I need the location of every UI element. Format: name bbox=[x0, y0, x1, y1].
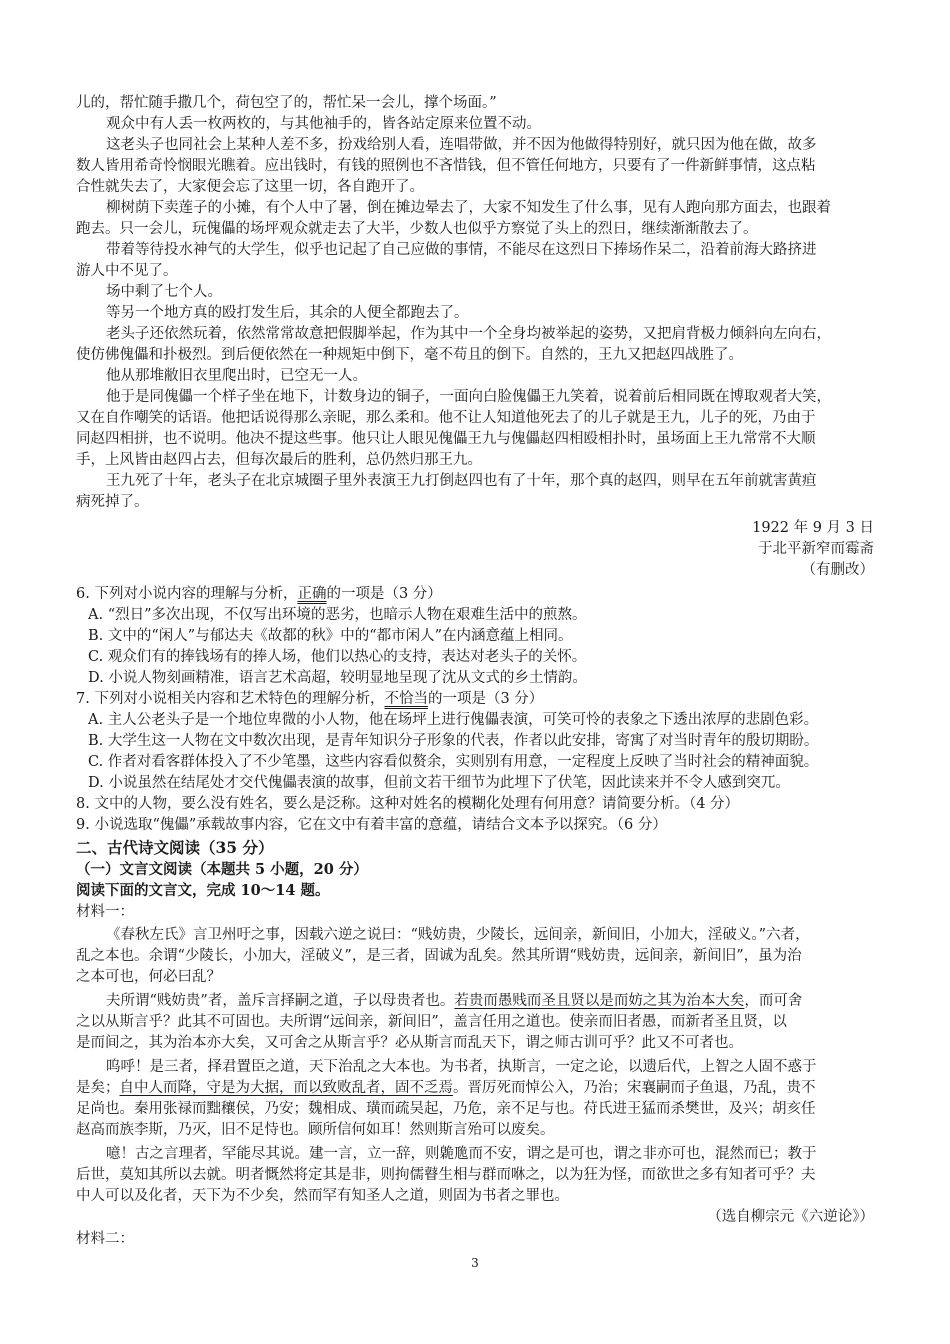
story-line: 场中剩了七个人。 bbox=[106, 284, 222, 300]
section-title: 二、古代诗文阅读（35 分） bbox=[76, 838, 274, 857]
question-6-option-c: C. 观众们有的捧钱场有的捧人场，他们以热心的支持，表达对老头子的关怀。 bbox=[88, 649, 587, 665]
story-line: 等另一个地方真的殴打发生后，其余的人便全都跑去了。 bbox=[106, 305, 469, 321]
classical-text-line: 足尚也。秦用张禄而黜穰侯，乃安；魏相成、璜而疏吴起，乃危，亲不足与也。苻氏进王猛而杀樊世，及兴；胡亥任 bbox=[76, 1101, 816, 1117]
underlined-sentence: 若贵而愚贱而圣且贤以是而妨之其为治本大矣 bbox=[454, 993, 745, 1009]
question-6-option-d: D. 小说人物刻画精准，语言艺术高超，较明显地呈现了沈从文式的乡土情韵。 bbox=[88, 670, 587, 686]
question-7-option-d: D. 小说虽然在结尾处才交代傀儡表演的故事，但前文若干细节为此埋下了伏笔，因此读来并不令人感到突兀。 bbox=[88, 775, 790, 791]
question-7-option-c: C. 作者对看客群体投入了不少笔墨，这些内容看似赘余，实则别有用意，一定程度上反映了当时社会的精神面貌。 bbox=[88, 754, 819, 770]
page-number: 3 bbox=[471, 1256, 479, 1270]
story-line: 柳树荫下卖莲子的小摊，有个人中了暑，倒在摊边晕去了，大家不知发生了什么事，见有人跑向那方面去，也跟着 bbox=[106, 200, 831, 216]
story-date: 1922 年 9 月 3 日 bbox=[752, 520, 874, 536]
classical-text-line: 是矣；自中人而降，守是为大据，而以致败乱者，固不乏焉。晋厉死而悼公入，乃治；宋襄嗣而子鱼退，乃乱，贵不 bbox=[76, 1080, 816, 1096]
question-6-stem: 6. 下列对小说内容的理解与分析，正确的一项是（3 分） bbox=[76, 586, 442, 602]
material-one-label: 材料一： bbox=[76, 904, 134, 920]
story-line: 病死掉了。 bbox=[76, 494, 149, 510]
question-7-stem: 7. 下列对小说相关内容和艺术特色的理解分析，不恰当的一项是（3 分） bbox=[76, 691, 544, 707]
question-7-option-a: A. 主人公老头子是一个地位卑微的小人物，他在场坪上进行傀儡表演，可笑可怜的表象之下透出浓厚的悲剧色彩。 bbox=[88, 712, 819, 728]
story-line: 合性就失去了，大家便会忘了这里一切，各自跑开了。 bbox=[76, 179, 424, 195]
story-place: 于北平新窄而霉斋 bbox=[758, 541, 874, 557]
classical-text-line: 《春秋左氏》言卫州吁之事，因载六逆之说曰：“贱妨贵，少陵长，远间亲，新间旧，小加大，淫破义。”六者， bbox=[106, 927, 810, 943]
question-9: 9. 小说选取“傀儡”承载故事内容，它在文中有着丰富的意蕴，请结合文本予以探究。（6 分） bbox=[76, 817, 667, 833]
story-note: （有删改） bbox=[801, 562, 874, 578]
story-line: 王九死了十年，老头子在北京城圈子里外表演王九打倒赵四也有了十年，那个真的赵四，则早在五年前就害黄疸 bbox=[106, 473, 817, 489]
classical-text-line: 之以从斯言乎？此其不可固也。夫所谓“远间亲，新间旧”，盖言任用之道也。使亲而旧者愚，而新者圣且贤，以 bbox=[76, 1014, 787, 1030]
question-6-option-a: A. “烈日”多次出现，不仅写出环境的恶劣，也暗示人物在艰难生活中的煎熬。 bbox=[88, 607, 587, 623]
question-6-option-b: B. 文中的“闲人”与郁达夫《故都的秋》中的“都市闲人”在内涵意蕴上相同。 bbox=[88, 628, 573, 644]
classical-text-line: 是而间之，其为治本亦大矣，又可舍之从斯言乎？必从斯言而乱天下，谓之师古训可乎？此又不可者也。 bbox=[76, 1035, 743, 1051]
story-line: 使仿佛傀儡和扑极烈。到后便依然在一种规矩中倒下，毫不苟且的倒下。自然的，王九又把赵四战胜了。 bbox=[76, 347, 743, 363]
classical-text-line: 呜呼！是三者，择君置臣之道，天下治乱之大本也。为书者，执斯言，一定之论，以遗后代，上智之人固不惑于 bbox=[106, 1059, 817, 1075]
classical-text-line: 中人可以及化者，天下为不少矣，然而罕有知圣人之道，则固为书者之罪也。 bbox=[76, 1188, 569, 1204]
story-line: 儿的，帮忙随手撒几个，荷包空了的，帮忙呆一会儿，撑个场面。” bbox=[76, 95, 497, 111]
classical-text-line: 之本可也，何必曰乱？ bbox=[76, 969, 221, 985]
text-source: （选自柳宗元《六逆论》） bbox=[707, 1209, 874, 1225]
story-line: 同赵四相拼，也不说明。他决不提这些事。他只让人眼见傀儡王九与傀儡赵四相殴相扑时，虽场面上王九常常不大顺 bbox=[76, 431, 816, 447]
question-7-option-b: B. 大学生这一人物在文中数次出现，是青年知识分子形象的代表，作者以此安排，寄寓了对当时青年的殷切期盼。 bbox=[88, 733, 819, 749]
story-line: 这老头子也同社会上某种人差不多，扮戏给别人看，连唱带做，并不因为他做得特别好，就只因为他在做，故多 bbox=[106, 137, 817, 153]
story-line: 他于是同傀儡一个样子坐在地下，计数身边的铜子，一面向白脸傀儡王九笑着，说着前后相同既在博取观者大笑， bbox=[106, 389, 831, 405]
underlined-sentence: 自中人而降，守是为大据，而以致败乱者，固不乏焉 bbox=[119, 1080, 453, 1096]
material-two-label: 材料二： bbox=[76, 1231, 134, 1247]
story-line: 带着等待投水神气的大学生，似乎也记起了自己应做的事情，不能尽在这烈日下捧场作呆二，沿着前海大路挤进 bbox=[106, 242, 817, 258]
classical-text-line: 乱之本也。余谓“少陵长，小加大，淫破义”，是三者，固诚为乱矣。然其所谓“贱妨贵，远间亲，新间旧”，虽为治 bbox=[76, 948, 802, 964]
story-line: 老头子还依然玩着，依然常常故意把假脚举起，作为其中一个全身均被举起的姿势，又把肩背极力倾斜向左向右， bbox=[106, 326, 831, 342]
story-line: 游人中不见了。 bbox=[76, 263, 178, 279]
classical-text-line: 夫所谓“贱妨贵”者，盖斥言择嗣之道，子以母贵者也。若贵而愚贱而圣且贤以是而妨之其为治本大矣，而可舍 bbox=[106, 993, 803, 1009]
reading-instruction: 阅读下面的文言文，完成 10～14 题。 bbox=[76, 882, 330, 899]
story-line: 手，上风皆由赵四占去，但每次最后的胜利，总仍然归那王九。 bbox=[76, 452, 482, 468]
classical-text-line: 赵高而族李斯，乃灭，旧不足恃也。顾所信何如耳！然则斯言殆可以废矣。 bbox=[76, 1122, 555, 1138]
story-line: 数人皆用希奇怜悯眼光瞧着。应出钱时，有钱的照例也不吝惜钱，但不管任何地方，只要有了一件新鲜事情，这点粘 bbox=[76, 158, 816, 174]
classical-text-line: 噫！古之言理者，罕能尽其说。建一言，立一辞，则臲卼而不安，谓之是可也，谓之非亦可也，混然而已；教于 bbox=[106, 1146, 817, 1162]
story-line: 跑去。只一会儿，玩傀儡的场坪观众就走去了大半，少数人也似乎方察觉了头上的烈日，继续渐渐散去了。 bbox=[76, 221, 758, 237]
story-line: 又在自作嘲笑的话语。他把话说得那么亲昵，那么柔和。他不让人知道他死去了的儿子就是王九，儿子的死，乃由于 bbox=[76, 410, 816, 426]
story-line: 他从那堆敝旧衣里爬出时，已空无一人。 bbox=[106, 368, 367, 384]
classical-text-line: 后世，莫知其所以去就。明者慨然将定其是非，则拘儒瞽生相与群而咻之，以为狂为怪，而欲世之多有知者可乎？夫 bbox=[76, 1167, 816, 1183]
subsection-title: （一）文言文阅读（本题共 5 小题，20 分） bbox=[76, 861, 368, 878]
question-8: 8. 文中的人物，要么没有姓名，要么是泛称。这种对姓名的模糊化处理有何用意？请简要分析。（4 分） bbox=[76, 796, 740, 812]
story-line: 观众中有人丢一枚两枚的，与其他袖手的，皆各站定原来位置不动。 bbox=[106, 116, 541, 132]
